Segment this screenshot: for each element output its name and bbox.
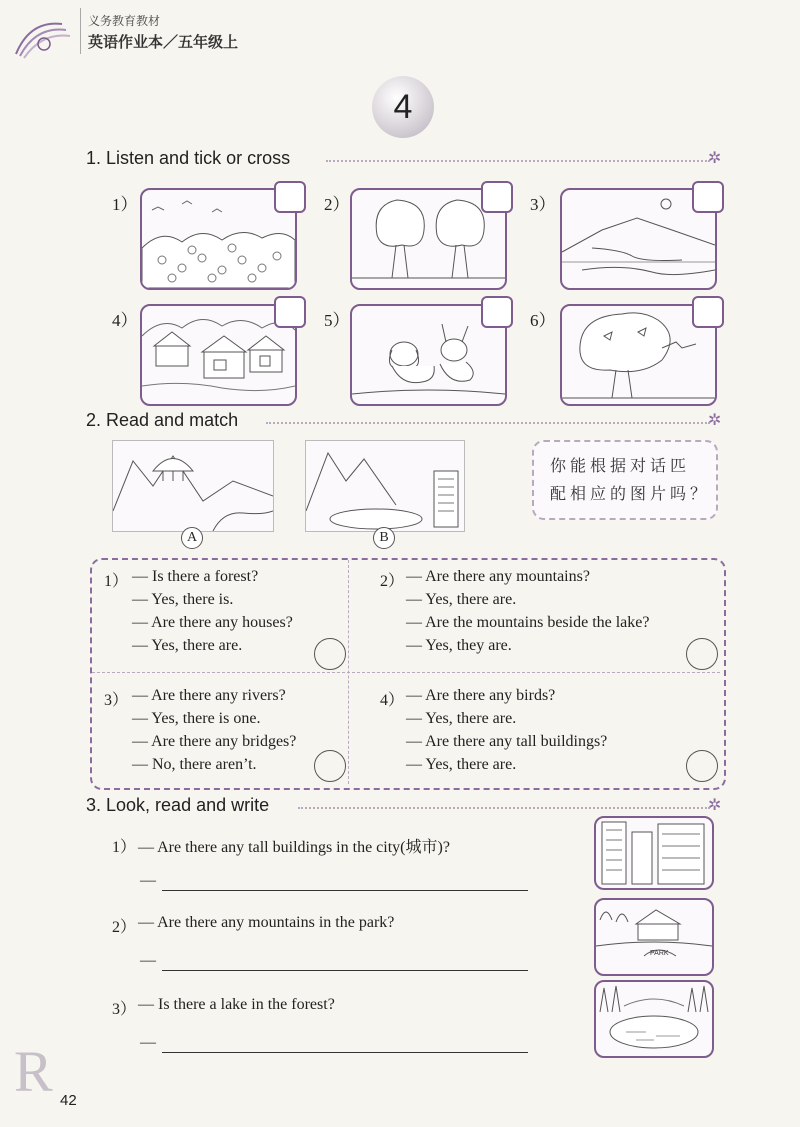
flower-ornament-icon: ✲ — [708, 412, 722, 429]
section2-title: 2. Read and match — [86, 410, 239, 430]
question-number: 2） — [112, 919, 137, 936]
dialogue-line: — Yes, there are. — [406, 756, 517, 773]
hint-callout — [532, 440, 718, 520]
picture-scene-a — [112, 440, 274, 532]
item-number: 2） — [324, 195, 350, 214]
dialogue-line: — Yes, there is one. — [132, 710, 261, 727]
dialogue-line: — Are the mountains beside the lake? — [406, 614, 650, 631]
tick-cross-box[interactable] — [481, 296, 513, 328]
section1-dotted-rule — [326, 160, 710, 162]
page-number: 42 — [60, 1092, 77, 1109]
decorative-letter: R — [14, 1039, 53, 1104]
answer-dash: — — [140, 952, 156, 969]
match-answer-circle[interactable] — [314, 750, 346, 782]
tick-cross-box[interactable] — [692, 296, 724, 328]
match-answer-circle[interactable] — [686, 750, 718, 782]
item-number: 6） — [530, 311, 556, 330]
series-title: 义务教育教材 — [88, 14, 161, 28]
section3-dotted-rule — [298, 807, 710, 809]
dialogue-line: — Are there any mountains? — [406, 568, 590, 585]
question-number: 3） — [112, 1001, 137, 1018]
dialogue-line: — Yes, there are. — [406, 591, 517, 608]
answer-dash: — — [140, 1034, 156, 1051]
item-number: 5） — [324, 311, 350, 330]
dialogue-line: — Are there any rivers? — [132, 687, 286, 704]
scene-label-a: A — [181, 527, 203, 549]
dialogue-line: — Are there any houses? — [132, 614, 293, 631]
dialogue-line: — Is there a forest? — [132, 568, 259, 585]
dialogue-line: — Are there any tall buildings? — [406, 733, 608, 750]
unit-number-badge — [372, 76, 434, 138]
section3-title: 3. Look, read and write — [86, 795, 270, 815]
dialogue-line: — No, there aren’t. — [132, 756, 257, 773]
flower-ornament-icon: ✲ — [708, 150, 722, 167]
dialogue-line: — Are there any birds? — [406, 687, 556, 704]
section1-title: 1. Listen and tick or cross — [86, 148, 291, 168]
scene-label-b: B — [373, 527, 395, 549]
dialogue-number: 3） — [104, 692, 129, 709]
publisher-logo-icon — [10, 14, 78, 60]
dialogue-line: — Yes, there are. — [406, 710, 517, 727]
picture-forest-lake — [594, 980, 714, 1058]
answer-writing-line[interactable] — [162, 1052, 528, 1053]
unit-number: 4 — [393, 87, 413, 126]
header-divider — [80, 8, 81, 54]
dialogue-line: — Yes, they are. — [406, 637, 512, 654]
dialogue-number: 4） — [380, 692, 405, 709]
hint-line-1: 你能根据对话匹 — [550, 456, 691, 475]
question-text: — Are there any mountains in the park? — [138, 914, 395, 931]
answer-writing-line[interactable] — [162, 970, 528, 971]
park-sign-text: PARK — [650, 950, 669, 957]
dialogue-number: 2） — [380, 573, 405, 590]
tick-cross-box[interactable] — [274, 296, 306, 328]
flower-ornament-icon: ✲ — [708, 797, 722, 814]
picture-city-buildings — [594, 816, 714, 890]
dialogue-divider-horizontal — [92, 672, 720, 673]
dialogue-line: — Are there any bridges? — [132, 733, 297, 750]
section2-dotted-rule — [266, 422, 710, 424]
dialogue-line: — Yes, there are. — [132, 637, 243, 654]
match-answer-circle[interactable] — [314, 638, 346, 670]
item-number: 4） — [112, 311, 138, 330]
tick-cross-box[interactable] — [692, 181, 724, 213]
hint-line-2: 配相应的图片吗？ — [550, 484, 711, 503]
dialogue-number: 1） — [104, 573, 129, 590]
answer-dash: — — [140, 872, 156, 889]
match-answer-circle[interactable] — [686, 638, 718, 670]
question-number: 1） — [112, 839, 137, 856]
answer-writing-line[interactable] — [162, 890, 528, 891]
dialogue-line: — Yes, there is. — [132, 591, 234, 608]
book-title: 英语作业本／五年级上 — [88, 34, 239, 51]
item-number: 1） — [112, 195, 138, 214]
question-text: — Are there any tall buildings in the city(城市)? — [138, 839, 450, 856]
tick-cross-box[interactable] — [481, 181, 513, 213]
item-number: 3） — [530, 195, 556, 214]
picture-park — [594, 898, 714, 976]
question-text: — Is there a lake in the forest? — [138, 996, 335, 1013]
picture-scene-b — [305, 440, 465, 532]
tick-cross-box[interactable] — [274, 181, 306, 213]
